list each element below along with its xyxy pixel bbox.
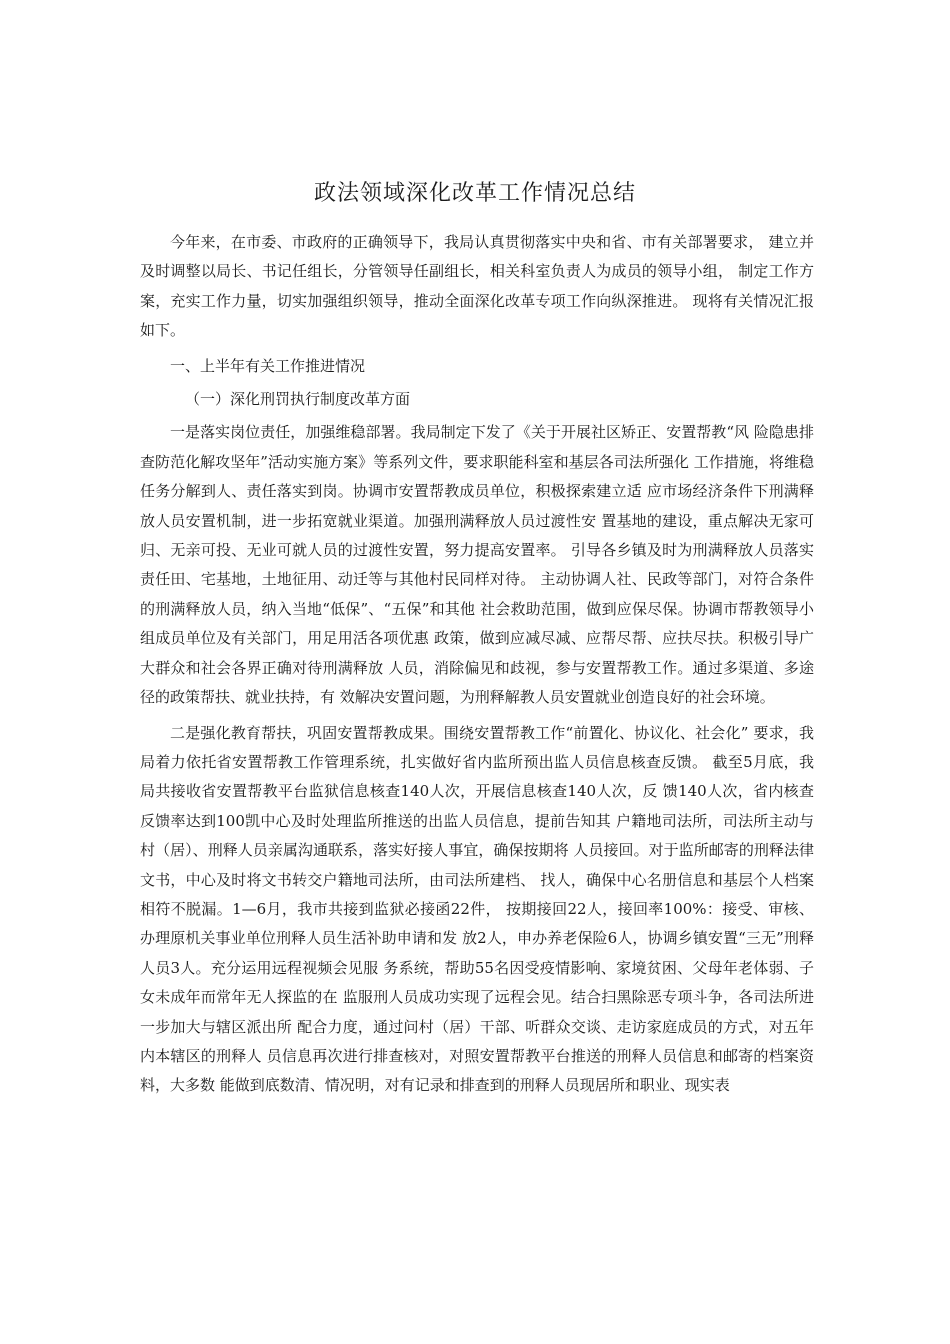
body-paragraph-2: 二是强化教育帮扶，巩固安置帮教成果。围绕安置帮教工作“前置化、协议化、社会化” 要求，我局着力依托省安置帮教工作管理系统，扎实做好省内监所预出监人员信息核查反馈。 截至5月底，我局共接收省安置帮教平台监狱信息核查140人次，开展信息核查140人次，反 馈140人次，省内核查反馈率达到100凯中心及时处理监所推送的出监人员信息，提前告知其 户籍地司法所，司法所主动与村（居）、刑释人员亲属沟通联系，落实好接人事宜，确保按期将 人员接回。对于监所邮寄的刑释法律文书，中心及时将文书转交户籍地司法所，由司法所建档、 找人，确保中心名册信息和基层个人档案相符不脱漏。1—6月，我市共接到监狱必接函22件， 按期接回22人，接回率100%：接受、审核、办理原机关事业单位刑释人员生活补助申请和发 放2人，申办养老保险6人，协调乡镇安置“三无”刑释人员3人。充分运用远程视频会见服 务系统，帮助55名因受疫情影响、家境贫困、父母年老体弱、子女未成年而常年无人探监的在 监服刑人员成功实现了远程会见。结合扫黑除恶专项斗争，各司法所进一步加大与辖区派出所 配合力度，通过问村（居）干部、听群众交谈、走访家庭成员的方式，对五年内本辖区的刑释人 员信息再次进行排查核对，对照安置帮教平台推送的刑释人员信息和邮寄的档案资料，大多数 能做到底数清、情况明，对有记录和排查到的刑释人员现居所和职业、现实表: [140, 723, 814, 1095]
subsection-heading: （一）深化刑罚执行制度改革方面: [185, 390, 411, 409]
document-title: 政法领域深化改革工作情况总结: [313, 181, 636, 206]
section-heading: 一、上半年有关工作推进情况: [170, 356, 366, 375]
document-body: [140, 228, 814, 1107]
intro-paragraph: 今年来，在市委、市政府的正确领导下，我局认真贯彻落实中央和省、市有关部署要求， 建立并及时调整以局长、书记任组长，分管领导任副组长，相关科室负责人为成员的领导小组， 制定工作方案，充实工作力量，切实加强组织领导，推动全面深化改革专项工作向纵深推进。 现将有关情况汇报如下。: [140, 233, 814, 340]
body-paragraph-1: 一是落实岗位责任，加强维稳部署。我局制定下发了《关于开展社区矫正、安置帮教“风 险隐患排查防范化解攻坚年”活动实施方案》等系列文件，要求职能科室和基层各司法所强化 工作措施，将维稳任务分解到人、责任落实到岗。协调市安置帮教成员单位，积极探索建立适 应市场经济条件下刑满释放人员安置机制，进一步拓宽就业渠道。加强刑满释放人员过渡性安 置基地的建设，重点解决无家可归、无亲可投、无业可就人员的过渡性安置，努力提高安置率。 引导各乡镇及时为刑满释放人员落实责任田、宅基地，土地征用、动迁等与其他村民同样对待。 主动协调人社、民政等部门，对符合条件的刑满释放人员，纳入当地“低保”、“五保”和其他 社会救助范围，做到应保尽保。协调市帮教领导小组成员单位及有关部门，用足用活各项优惠 政策，做到应减尽减、应帮尽帮、应扶尽扶。积极引导广大群众和社会各界正确对待刑满释放 人员，消除偏见和歧视，参与安置帮教工作。通过多渠道、多途径的政策帮扶、就业扶持，有 效解决安置问题，为刑释解教人员安置就业创造良好的社会环境。: [140, 423, 814, 707]
